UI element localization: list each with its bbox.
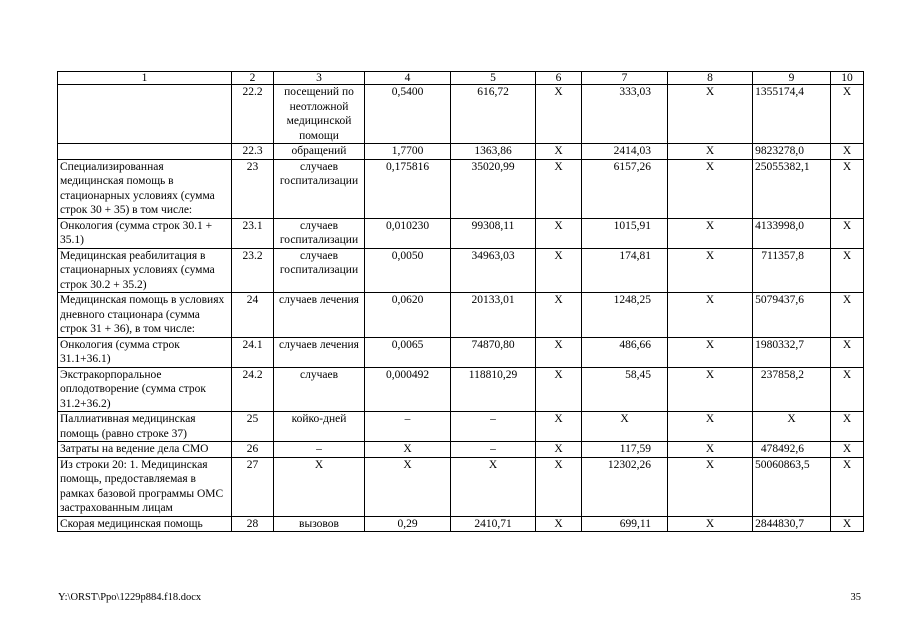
value-cell: 9823278,0	[753, 144, 831, 160]
value-cell: 118810,29	[451, 367, 536, 412]
value-cell: Х	[536, 85, 582, 144]
row-code-cell: 28	[232, 516, 274, 532]
value-cell: 117,59	[582, 442, 668, 458]
unit-cell: Х	[274, 457, 365, 516]
row-code-cell: 25	[232, 412, 274, 442]
value-cell: 0,29	[365, 516, 451, 532]
value-cell: 237858,2	[753, 367, 831, 412]
value-cell: 2414,03	[582, 144, 668, 160]
file-path-footer: Y:\ORST\Ppo\1229p884.f18.docx	[58, 592, 202, 603]
value-cell: 711357,8	[753, 248, 831, 293]
value-cell: Х	[831, 412, 864, 442]
row-code-cell: 24.1	[232, 337, 274, 367]
table-row	[58, 293, 864, 338]
value-cell: Х	[536, 412, 582, 442]
table-row	[58, 248, 864, 293]
value-cell: 0,000492	[365, 367, 451, 412]
value-cell: Х	[831, 367, 864, 412]
value-cell: Х	[831, 218, 864, 248]
row-code-cell: 24	[232, 293, 274, 338]
value-cell: Х	[831, 248, 864, 293]
value-cell: Х	[831, 516, 864, 532]
column-number: 8	[668, 72, 753, 85]
row-name-cell: Экстракорпоральное оплодотворение (сумма строк 31.2+36.2)	[58, 367, 232, 412]
row-name-cell	[58, 85, 232, 144]
value-cell: Х	[668, 337, 753, 367]
value-cell: Х	[668, 248, 753, 293]
value-cell: 1,7700	[365, 144, 451, 160]
row-name-cell: Скорая медицинская помощь	[58, 516, 232, 532]
unit-cell: случаев	[274, 367, 365, 412]
page-number: 35	[850, 592, 861, 603]
table-row	[58, 367, 864, 412]
table-row	[58, 159, 864, 218]
row-name-cell: Онкология (сумма строк 30.1 + 35.1)	[58, 218, 232, 248]
value-cell: Х	[536, 442, 582, 458]
value-cell: Х	[831, 144, 864, 160]
value-cell: 99308,11	[451, 218, 536, 248]
row-name-cell	[58, 144, 232, 160]
value-cell: 74870,80	[451, 337, 536, 367]
value-cell: 1248,25	[582, 293, 668, 338]
table-row	[58, 457, 864, 516]
value-cell: Х	[753, 412, 831, 442]
value-cell: 4133998,0	[753, 218, 831, 248]
value-cell: 34963,03	[451, 248, 536, 293]
value-cell: Х	[536, 248, 582, 293]
value-cell: Х	[668, 85, 753, 144]
document-table	[57, 71, 864, 532]
column-number: 10	[831, 72, 864, 85]
value-cell: 1363,86	[451, 144, 536, 160]
value-cell: Х	[582, 412, 668, 442]
row-name-cell: Затраты на ведение дела СМО	[58, 442, 232, 458]
column-number: 2	[232, 72, 274, 85]
value-cell: Х	[668, 293, 753, 338]
value-cell: 0,175816	[365, 159, 451, 218]
value-cell: 0,0065	[365, 337, 451, 367]
table-row	[58, 412, 864, 442]
value-cell: –	[365, 412, 451, 442]
value-cell: 616,72	[451, 85, 536, 144]
value-cell: 0,010230	[365, 218, 451, 248]
table-header-row	[58, 72, 864, 85]
value-cell: Х	[668, 144, 753, 160]
row-name-cell: Медицинская реабилитация в стационарных условиях (сумма строк 30.2 + 35.2)	[58, 248, 232, 293]
unit-cell: обращений	[274, 144, 365, 160]
unit-cell: случаев лечения	[274, 337, 365, 367]
value-cell: 1980332,7	[753, 337, 831, 367]
value-cell: Х	[668, 159, 753, 218]
unit-cell: случаев госпитализации	[274, 248, 365, 293]
value-cell: Х	[365, 457, 451, 516]
value-cell: Х	[536, 218, 582, 248]
value-cell: Х	[451, 457, 536, 516]
value-cell: 58,45	[582, 367, 668, 412]
column-number: 5	[451, 72, 536, 85]
column-number: 6	[536, 72, 582, 85]
value-cell: Х	[536, 367, 582, 412]
value-cell: Х	[536, 457, 582, 516]
row-code-cell: 23	[232, 159, 274, 218]
value-cell: 2410,71	[451, 516, 536, 532]
value-cell: 12302,26	[582, 457, 668, 516]
value-cell: 699,11	[582, 516, 668, 532]
row-name-cell: Онкология (сумма строк 31.1+36.1)	[58, 337, 232, 367]
value-cell: Х	[536, 516, 582, 532]
table-row	[58, 337, 864, 367]
column-number: 9	[753, 72, 831, 85]
value-cell: Х	[831, 337, 864, 367]
row-code-cell: 26	[232, 442, 274, 458]
value-cell: 25055382,1	[753, 159, 831, 218]
value-cell: Х	[831, 159, 864, 218]
value-cell: Х	[831, 442, 864, 458]
column-number: 4	[365, 72, 451, 85]
row-code-cell: 23.1	[232, 218, 274, 248]
column-number: 3	[274, 72, 365, 85]
value-cell: Х	[668, 218, 753, 248]
row-code-cell: 22.3	[232, 144, 274, 160]
value-cell: Х	[831, 293, 864, 338]
value-cell: 50060863,5	[753, 457, 831, 516]
value-cell: 20133,01	[451, 293, 536, 338]
value-cell: 0,0620	[365, 293, 451, 338]
unit-cell: посещений по неотложной медицинской помощи	[274, 85, 365, 144]
table-row	[58, 516, 864, 532]
row-code-cell: 24.2	[232, 367, 274, 412]
value-cell: 333,03	[582, 85, 668, 144]
unit-cell: –	[274, 442, 365, 458]
row-code-cell: 27	[232, 457, 274, 516]
row-code-cell: 22.2	[232, 85, 274, 144]
value-cell: Х	[536, 293, 582, 338]
column-number: 7	[582, 72, 668, 85]
unit-cell: койко-дней	[274, 412, 365, 442]
column-number: 1	[58, 72, 232, 85]
row-name-cell: Специализированная медицинская помощь в стационарных условиях (сумма строк 30 + 35) в том числе:	[58, 159, 232, 218]
row-name-cell: Паллиативная медицинская помощь (равно строке 37)	[58, 412, 232, 442]
value-cell: –	[451, 442, 536, 458]
row-name-cell: Медицинская помощь в условиях дневного стационара (сумма строк 31 + 36), в том числе:	[58, 293, 232, 338]
value-cell: 5079437,6	[753, 293, 831, 338]
unit-cell: случаев госпитализации	[274, 159, 365, 218]
value-cell: 0,5400	[365, 85, 451, 144]
unit-cell: вызовов	[274, 516, 365, 532]
value-cell: Х	[536, 144, 582, 160]
value-cell: Х	[668, 442, 753, 458]
value-cell: 478492,6	[753, 442, 831, 458]
value-cell: Х	[831, 85, 864, 144]
value-cell: 6157,26	[582, 159, 668, 218]
table-row	[58, 85, 864, 144]
value-cell: Х	[668, 367, 753, 412]
value-cell: 1355174,4	[753, 85, 831, 144]
value-cell: Х	[668, 516, 753, 532]
value-cell: 1015,91	[582, 218, 668, 248]
row-name-cell: Из строки 20: 1. Медицинская помощь, предоставляемая в рамках базовой программы ОМС застрахованным лицам	[58, 457, 232, 516]
value-cell: Х	[365, 442, 451, 458]
value-cell: Х	[536, 159, 582, 218]
value-cell: 0,0050	[365, 248, 451, 293]
value-cell: Х	[536, 337, 582, 367]
unit-cell: случаев лечения	[274, 293, 365, 338]
value-cell: 486,66	[582, 337, 668, 367]
row-code-cell: 23.2	[232, 248, 274, 293]
value-cell: 2844830,7	[753, 516, 831, 532]
value-cell: Х	[668, 412, 753, 442]
value-cell: 174,81	[582, 248, 668, 293]
table-row	[58, 442, 864, 458]
value-cell: Х	[831, 457, 864, 516]
unit-cell: случаев госпитализации	[274, 218, 365, 248]
value-cell: 35020,99	[451, 159, 536, 218]
table-row	[58, 218, 864, 248]
value-cell: Х	[668, 457, 753, 516]
value-cell: –	[451, 412, 536, 442]
table-row	[58, 144, 864, 160]
